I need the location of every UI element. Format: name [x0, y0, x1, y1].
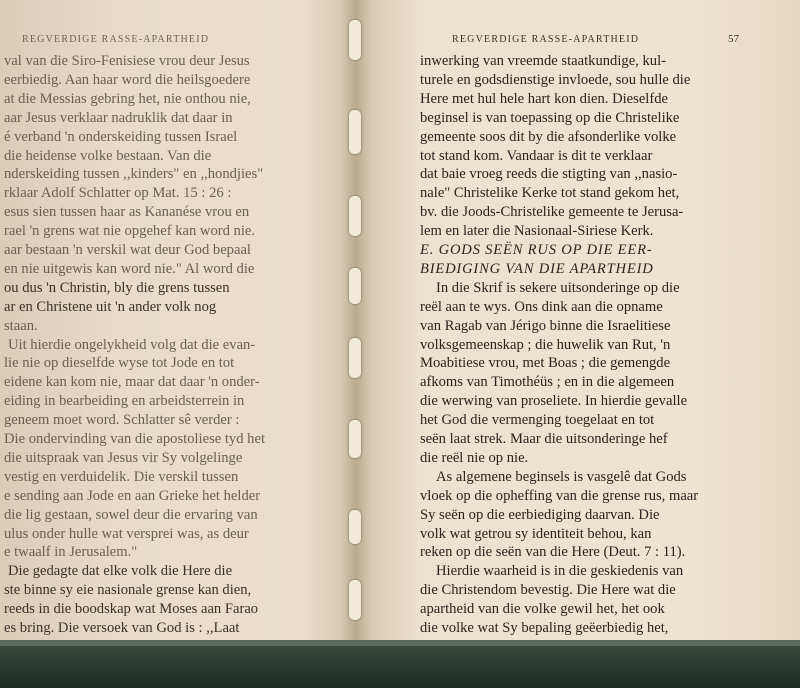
- text-line: at die Messias gebring het, nie onthou nie,: [4, 90, 251, 107]
- binding-stitch: [349, 196, 361, 236]
- left-running-head: REGVERDIGE RASSE-APARTHEID: [22, 34, 210, 45]
- text-line: eiding in bearbeiding en arbeidsterrein in: [4, 393, 245, 410]
- section-heading: BIEDIGING VAN DIE APARTHEID: [420, 260, 654, 277]
- text-line: Moabitiese vrou, met Boas ; die gemengde: [420, 355, 671, 372]
- text-line: bv. die Joods-Christelike gemeente te Jerusa-: [420, 204, 684, 221]
- text-line: vloek op die opheffing van die grense rus, maar: [420, 487, 699, 504]
- text-line: het God die vermenging toegelaat en tot: [420, 412, 655, 429]
- text-line: ou dus 'n Christin, bly die grens tussen: [4, 279, 230, 296]
- text-line: lie nie op dieselfde wyse tot Jode en tot: [4, 355, 235, 372]
- text-line: eidene kan kom nie, maar dat daar 'n onder-: [4, 374, 260, 391]
- text-line: en nie uitgewis kan word nie." Al word die: [4, 260, 255, 277]
- binding-stitch: [349, 338, 361, 378]
- text-line: dat baie vroeg reeds die stigting van ,,nasio-: [420, 166, 678, 183]
- text-line: ste binne sy eie nasionale grense kan dien,: [4, 582, 252, 599]
- left-page: [0, 0, 352, 688]
- text-line: Uit hierdie ongelykheid volg dat die evan-: [8, 336, 256, 353]
- text-line: e sending aan Jode en aan Grieke het helder: [4, 487, 261, 504]
- binding-stitch: [349, 268, 361, 304]
- text-line: tot stand kom. Vandaar is dit te verklaar: [420, 147, 653, 164]
- text-line: inwerking van vreemde staatkundige, kul-: [420, 53, 666, 69]
- text-line: nderskeiding tussen ,,kinders" en ,,hondjies": [4, 166, 264, 183]
- text-line: In die Skrif is sekere uitsonderinge op die: [436, 279, 680, 296]
- text-line: rael 'n grens wat nie opgehef kan word nie.: [4, 223, 256, 240]
- text-line: reken op die seën van die Here (Deut. 7 : 11).: [420, 544, 686, 561]
- text-line: vestig en verduidelik. Die verskil tussen: [4, 468, 239, 485]
- text-line: Sy seën op die eerbiediging daarvan. Die: [420, 506, 660, 523]
- binding-stitch: [349, 510, 361, 544]
- text-line: die lig gestaan, sowel deur die ervaring van: [4, 506, 258, 523]
- binding-stitch: [349, 420, 361, 458]
- text-line: gemeente soos dit by die afsonderlike volke: [420, 128, 677, 145]
- text-line: reeds in die boodskap wat Moses aan Farao: [4, 601, 259, 618]
- text-line: die Christendom bevestig. Die Here wat die: [420, 582, 676, 599]
- text-line: e twaalf in Jerusalem.": [4, 544, 138, 561]
- text-line: seën laat strek. Maar die uitsonderinge hef: [420, 431, 668, 447]
- text-line: die reël nie op nie.: [420, 449, 529, 466]
- text-line: aar bestaan 'n verskil wat deur God bepaal: [4, 242, 251, 258]
- text-line: ar en Christene uit 'n ander volk nog: [4, 298, 217, 315]
- text-line: Hierdie waarheid is in die geskiedenis van: [436, 563, 684, 580]
- text-line: esus sien tussen haar as Kananése vrou en: [4, 204, 250, 221]
- text-line: As algemene beginsels is vasgelê dat Gods: [436, 468, 687, 485]
- binding-stitch: [349, 110, 361, 154]
- section-heading: E. GODS SEËN RUS OP DIE EER-: [420, 242, 653, 258]
- text-line: é verband 'n onderskeiding tussen Israel: [4, 128, 238, 145]
- text-line: ulus onder hulle wat versprei was, as deur: [4, 525, 249, 542]
- text-line: val van die Siro-Fenisiese vrou deur Jesus: [4, 53, 250, 69]
- text-line: staan.: [4, 317, 38, 334]
- text-line: aar Jesus verklaar nadruklik dat daar in: [4, 109, 233, 126]
- text-line: eerbiedig. Aan haar word die heilsgoedere: [4, 71, 251, 88]
- text-line: lem en later die Nasionaal-Siriese Kerk.: [420, 223, 654, 240]
- text-line: volk wat getrou sy identiteit behou, kan: [420, 525, 652, 542]
- text-line: Die ondervinding van die apostoliese tyd het: [4, 431, 266, 447]
- right-page: [364, 0, 800, 688]
- binding-stitch: [349, 580, 361, 620]
- text-line: geneem moet word. Schlatter sê verder :: [4, 412, 240, 429]
- text-line: nale" Christelike Kerke tot stand gekom het,: [420, 185, 680, 202]
- text-line: Die gedagte dat elke volk die Here die: [8, 563, 233, 580]
- binding-stitch: [349, 20, 361, 60]
- text-line: beginsel is van toepassing op die Christelike: [420, 109, 680, 126]
- text-line: die volke wat Sy bepaling geëerbiedig het,: [420, 620, 669, 636]
- text-line: es bring. Die versoek van God is : ,,Laat: [4, 620, 240, 636]
- right-running-head: REGVERDIGE RASSE-APARTHEID: [452, 34, 640, 45]
- text-line: van Ragab van Jérigo binne die Israelitiese: [420, 317, 671, 334]
- text-line: rklaar Adolf Schlatter op Mat. 15 : 26 :: [4, 185, 232, 202]
- text-line: Here met hul hele hart kon dien. Dieselfde: [420, 90, 669, 107]
- page-number: 57: [728, 33, 739, 45]
- text-line: die werwing van proseliete. In hierdie gevalle: [420, 393, 688, 410]
- text-line: die uitspraak van Jesus vir Sy volgelinge: [4, 449, 243, 466]
- text-line: afkoms van Timothéüs ; en in die algemeen: [420, 374, 675, 391]
- table-surface: [0, 640, 800, 688]
- text-line: volksgemeenskap ; die huwelik van Rut, 'n: [420, 336, 671, 353]
- text-line: turele en godsdienstige invloede, sou hulle die: [420, 71, 691, 88]
- text-line: reël aan te wys. Ons dink aan die opname: [420, 298, 663, 315]
- text-line: apartheid van die volke gewil het, het ook: [420, 601, 665, 618]
- text-line: die heidense volke bestaan. Van die: [4, 147, 212, 164]
